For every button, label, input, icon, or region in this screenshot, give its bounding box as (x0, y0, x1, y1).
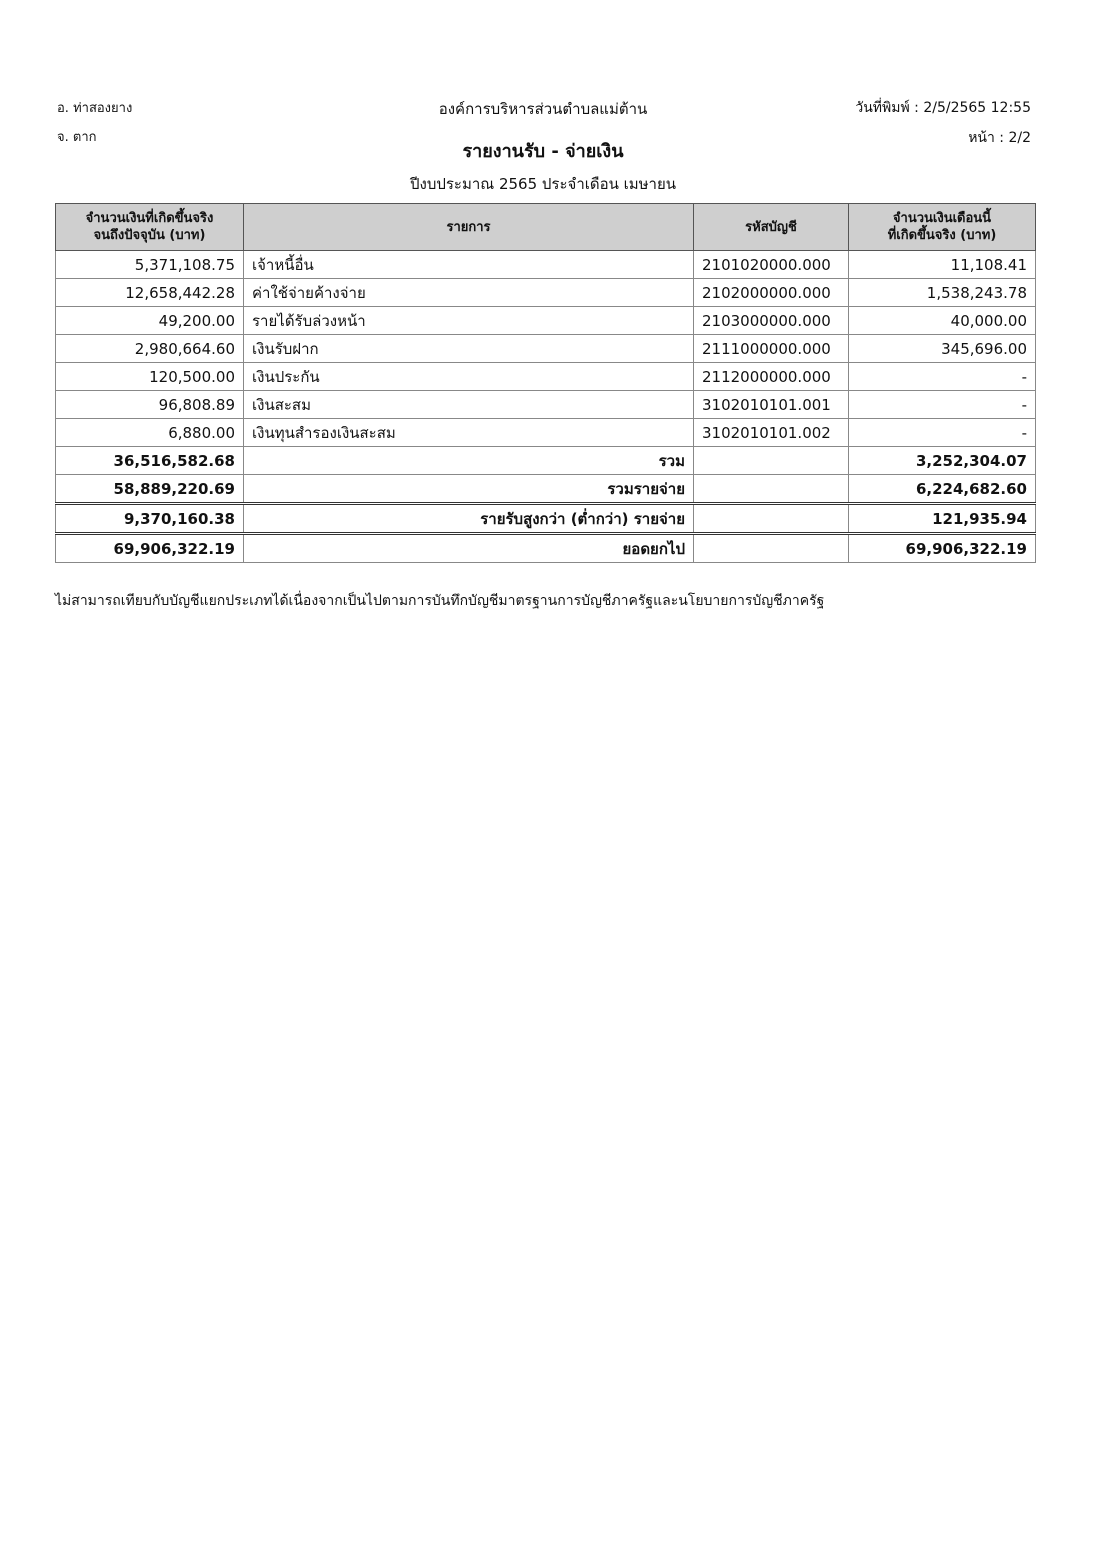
item-cell: เงินทุนสำรองเงินสะสม (244, 419, 694, 447)
province-label: จ. ตาก (57, 130, 97, 145)
page-number: หน้า : 2/2 (968, 130, 1031, 146)
carried-forward-cumulative-cell: 69,906,322.19 (56, 534, 244, 563)
carried-forward-account-cell (694, 534, 849, 563)
total-label: รวม (244, 447, 694, 475)
total-month-cell: 3,252,304.07 (849, 447, 1036, 475)
item-cell: เจ้าหนี้อื่น (244, 251, 694, 279)
table-row (56, 335, 1036, 363)
col-header-item: รายการ (244, 204, 694, 251)
carried-forward-label: ยอดยกไป (244, 534, 694, 563)
table-header-row (56, 204, 1036, 251)
district-label: อ. ท่าสองยาง (57, 101, 133, 116)
total-cumulative-cell: 36,516,582.68 (56, 447, 244, 475)
cumulative-cell: 12,658,442.28 (56, 279, 244, 307)
cumulative-cell: 96,808.89 (56, 391, 244, 419)
cumulative-cell: 2,980,664.60 (56, 335, 244, 363)
account-cell: 2112000000.000 (694, 363, 849, 391)
account-cell: 2103000000.000 (694, 307, 849, 335)
total-row (56, 447, 1036, 475)
footnote: ไม่สามารถเทียบกับบัญชีแยกประเภทได้เนื่องจากเป็นไปตามการบันทึกบัญชีมาตรฐานการบัญชีภาครัฐและนโยบายการบัญชีภาครัฐ (55, 593, 825, 609)
total-expense-account-cell (694, 475, 849, 504)
report-table (55, 203, 1036, 563)
cumulative-cell: 5,371,108.75 (56, 251, 244, 279)
account-cell: 2102000000.000 (694, 279, 849, 307)
account-cell: 2111000000.000 (694, 335, 849, 363)
surplus-account-cell (694, 504, 849, 534)
total-expense-month-cell: 6,224,682.60 (849, 475, 1036, 504)
item-cell: ค่าใช้จ่ายค้างจ่าย (244, 279, 694, 307)
col-header-cumulative-line1: จำนวนเงินที่เกิดขึ้นจริง (85, 211, 214, 226)
table-row (56, 279, 1036, 307)
carried-forward-row (56, 534, 1036, 563)
account-cell: 2101020000.000 (694, 251, 849, 279)
surplus-label: รายรับสูงกว่า (ต่ำกว่า) รายจ่าย (244, 504, 694, 534)
carried-forward-month-cell: 69,906,322.19 (849, 534, 1036, 563)
month-cell: 40,000.00 (849, 307, 1036, 335)
month-cell: 1,538,243.78 (849, 279, 1036, 307)
item-cell: เงินสะสม (244, 391, 694, 419)
organization-name: องค์การบริหารส่วนตำบลแม่ต้าน (438, 100, 648, 118)
total-expense-cumulative-cell: 58,889,220.69 (56, 475, 244, 504)
total-expense-row (56, 475, 1036, 504)
surplus-row (56, 504, 1036, 534)
report-title: รายงานรับ - จ่ายเงิน (462, 141, 624, 162)
col-header-cumulative-line2: จนถึงปัจจุบัน (บาท) (93, 228, 206, 243)
item-cell: เงินประกัน (244, 363, 694, 391)
item-cell: เงินรับฝาก (244, 335, 694, 363)
total-account-cell (694, 447, 849, 475)
table-row (56, 307, 1036, 335)
table-row (56, 419, 1036, 447)
col-header-month-line1: จำนวนเงินเดือนนี้ (892, 211, 992, 226)
cumulative-cell: 120,500.00 (56, 363, 244, 391)
item-cell: รายได้รับล่วงหน้า (244, 307, 694, 335)
month-cell: - (849, 391, 1036, 419)
account-cell: 3102010101.002 (694, 419, 849, 447)
col-header-cumulative (56, 204, 244, 251)
surplus-month-cell: 121,935.94 (849, 504, 1036, 534)
cumulative-cell: 6,880.00 (56, 419, 244, 447)
report-subtitle: ปีงบประมาณ 2565 ประจำเดือน เมษายน (409, 175, 677, 193)
month-cell: 11,108.41 (849, 251, 1036, 279)
col-header-month (849, 204, 1036, 251)
month-cell: 345,696.00 (849, 335, 1036, 363)
cumulative-cell: 49,200.00 (56, 307, 244, 335)
print-date: วันที่พิมพ์ : 2/5/2565 12:55 (855, 100, 1031, 116)
month-cell: - (849, 419, 1036, 447)
account-cell: 3102010101.001 (694, 391, 849, 419)
col-header-account: รหัสบัญชี (694, 204, 849, 251)
surplus-cumulative-cell: 9,370,160.38 (56, 504, 244, 534)
table-row (56, 363, 1036, 391)
col-header-month-line2: ที่เกิดขึ้นจริง (บาท) (887, 228, 997, 243)
month-cell: - (849, 363, 1036, 391)
table-row (56, 391, 1036, 419)
table-row (56, 251, 1036, 279)
total-expense-label: รวมรายจ่าย (244, 475, 694, 504)
